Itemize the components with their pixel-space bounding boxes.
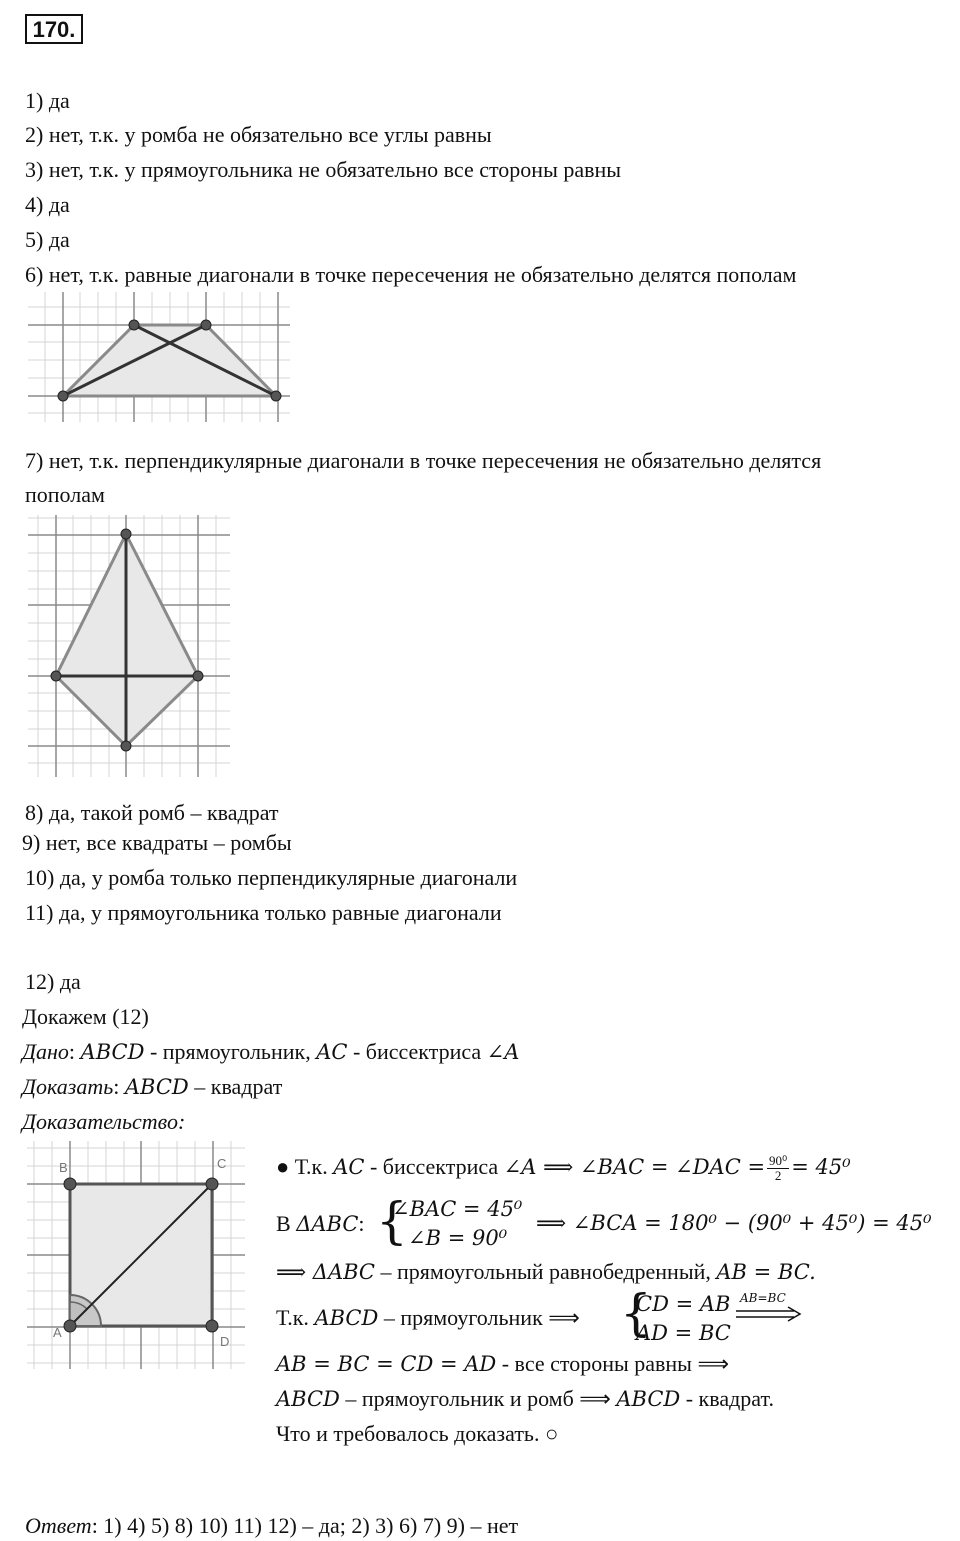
proof-line-5	[276, 1353, 729, 1375]
to-prove-label: Доказать	[22, 1074, 114, 1099]
system-2-row-1: CD = AB	[636, 1292, 731, 1316]
item-8: 8) да, такой ромб – квадрат	[25, 800, 279, 825]
proof-l1-c: - биссектриса	[364, 1153, 504, 1179]
prove-heading: Докажем (12)	[22, 1004, 149, 1029]
proof-l1-b: AC	[333, 1154, 365, 1179]
proof-label: Доказательство:	[22, 1109, 186, 1134]
item-4: 4) да	[25, 192, 70, 217]
proof-l2-d: ⟹ ∠BCA = 180⁰ − (90⁰ + 45⁰) = 45⁰	[536, 1211, 932, 1235]
kite-figure	[28, 515, 230, 777]
item-12: 12) да	[25, 969, 81, 994]
answer-line	[25, 1515, 518, 1537]
proof-l4-c: – прямоугольник ⟹	[378, 1305, 580, 1330]
proof-l6-a: ABCD	[276, 1387, 340, 1411]
proof-line-7: Что и требовалось доказать. ○	[276, 1421, 559, 1446]
item-9: 9) нет, все квадраты – ромбы	[22, 830, 292, 855]
proof-line-1	[276, 1154, 851, 1184]
given-text-1: - прямоугольник,	[144, 1039, 317, 1064]
item-7-line-1: 7) нет, т.к. перпендикулярные диагонали в точке пересечения не обязательно делятся	[25, 448, 822, 473]
to-prove-line	[22, 1076, 282, 1098]
proof-l4-b: ABCD	[314, 1306, 379, 1330]
answer-text: : 1) 4) 5) 8) 10) 11) 12) – да; 2) 3) 6) 7) 9) – нет	[91, 1513, 519, 1538]
proof-l6-d: - квадрат.	[680, 1386, 774, 1411]
proof-l2-b: ΔABC	[296, 1212, 359, 1236]
to-prove-sep: :	[113, 1074, 120, 1099]
given-seg: AC	[316, 1040, 348, 1064]
proof-line-6	[276, 1388, 774, 1410]
item-6: 6) нет, т.к. равные диагонали в точке пересечения не обязательно делятся пополам	[25, 262, 797, 287]
proof-l5-a: AB = BC = CD = AD	[276, 1352, 497, 1376]
proof-l3-a: ⟹ ΔABC	[276, 1260, 376, 1284]
answer-label: Ответ	[25, 1513, 92, 1538]
proof-l3-c: AB = BC.	[716, 1260, 816, 1284]
system-brace-2: {	[620, 1284, 652, 1342]
trapezoid-figure	[28, 292, 290, 422]
proof-line-3	[276, 1261, 816, 1283]
system-1-row-1: ∠BAC = 45⁰	[392, 1197, 523, 1221]
proof-line-4-prefix	[276, 1307, 580, 1329]
item-10: 10) да, у ромба только перпендикулярные диагонали	[25, 865, 518, 890]
label-d: D	[220, 1334, 230, 1349]
item-1: 1) да	[25, 88, 70, 113]
to-prove-figure: ABCD	[124, 1075, 189, 1099]
system-2-row-2: AD = BC	[636, 1321, 731, 1345]
given-angle: ∠A	[486, 1040, 520, 1064]
item-11: 11) да, у прямоугольника только равные диагонали	[25, 900, 502, 925]
item-5: 5) да	[25, 227, 70, 252]
fraction-numerator: 90⁰	[769, 1153, 788, 1168]
proof-l6-b: – прямоугольник и ромб ⟹	[339, 1386, 617, 1411]
proof-l4-a: Т.к.	[276, 1305, 315, 1330]
proof-label-text: Доказательство	[22, 1109, 178, 1134]
given-line	[22, 1041, 519, 1063]
given-text-2: - биссектриса	[347, 1039, 487, 1064]
to-prove-text: – квадрат	[188, 1074, 283, 1099]
label-c: C	[217, 1156, 227, 1171]
proof-l3-b: – прямоугольный равнобедренный,	[375, 1259, 717, 1284]
proof-l1-fraction	[767, 1154, 789, 1184]
problem-number: 170.	[25, 14, 83, 44]
item-2: 2) нет, т.к. у ромба не обязательно все углы равны	[25, 122, 492, 147]
proof-l6-c: ABCD	[616, 1387, 681, 1411]
item-3: 3) нет, т.к. у прямоугольника не обязательно все стороны равны	[25, 157, 622, 182]
arrow-label: AB=BC	[740, 1291, 786, 1305]
label-b: B	[59, 1160, 68, 1175]
given-sep: :	[68, 1039, 76, 1064]
proof-l5-b: - все стороны равны ⟹	[496, 1351, 730, 1376]
given-label: Дано	[22, 1039, 69, 1064]
given-figure: ABCD	[80, 1040, 145, 1064]
proof-l1-e: = 45⁰	[791, 1154, 851, 1179]
proof-l1-d: ∠A ⟹ ∠BAC = ∠DAC =	[503, 1154, 766, 1179]
system-1-row-2: ∠B = 90⁰	[408, 1226, 508, 1250]
proof-l2-a: В	[276, 1211, 297, 1236]
proof-line-2-prefix	[276, 1213, 365, 1235]
label-a: A	[53, 1325, 62, 1340]
item-7-line-2: пополам	[25, 482, 105, 507]
proof-l2-c: :	[358, 1211, 365, 1236]
system-brace-1: {	[376, 1192, 408, 1250]
proof-l1-a: ● Т.к.	[276, 1153, 334, 1179]
square-figure	[27, 1141, 245, 1369]
fraction-denominator: 2	[774, 1168, 782, 1184]
long-implies-arrow	[736, 1306, 802, 1322]
